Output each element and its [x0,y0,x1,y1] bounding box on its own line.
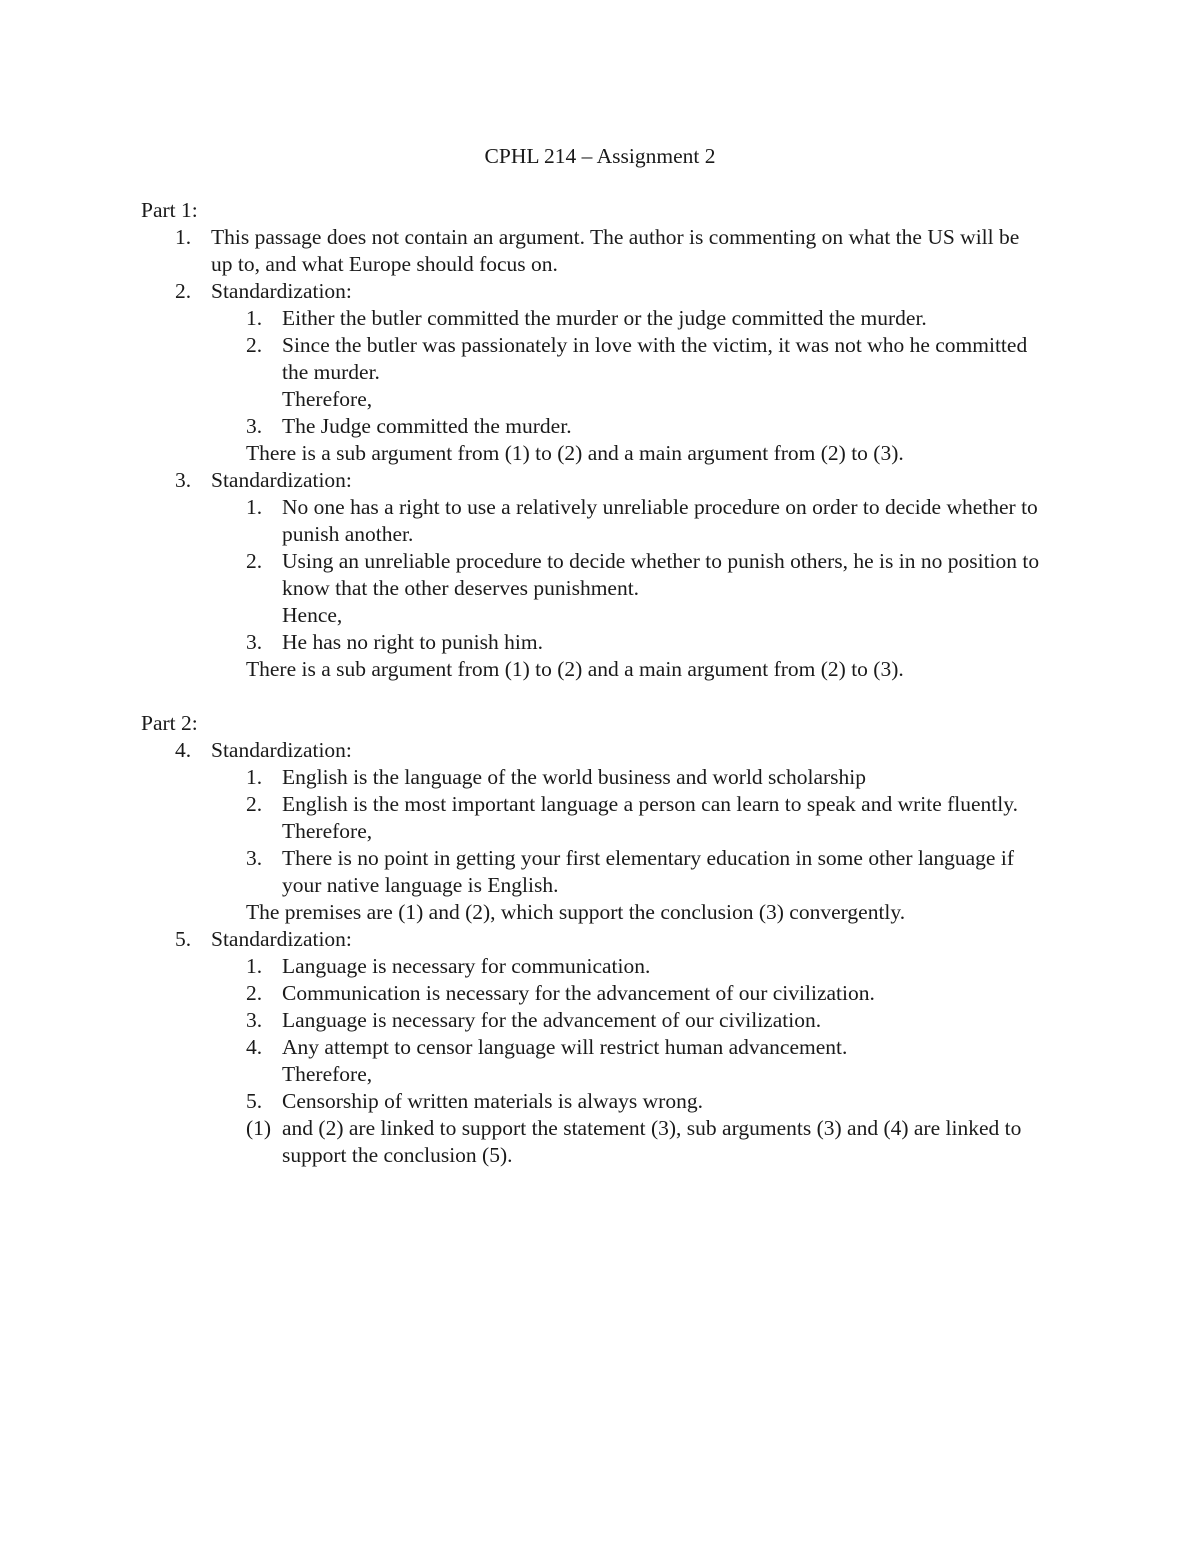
item-number: 1. [246,495,263,519]
question-text: This passage does not contain an argument. The author is commenting on what the US will be up to, and what Europe should focus on. [211,225,1020,276]
item-number: 3. [246,1008,263,1032]
list-item [141,548,1041,602]
item-number: 1. [246,954,263,978]
note-text: and (2) are linked to support the statement (3), sub arguments (3) and (4) are linked to support the conclusion (5). [282,1116,1022,1167]
part-1-heading: Part 1: [141,198,198,222]
item-text: No one has a right to use a relatively unreliable procedure on order to decide whether to punish another. [282,495,1038,546]
list-item [141,305,1041,332]
list-item [141,791,1041,818]
question-2 [141,278,1041,305]
item-number: 3. [246,846,263,870]
analysis-note: The premises are (1) and (2), which support the conclusion (3) convergently. [246,900,906,924]
item-number: 1. [246,765,263,789]
question-3 [141,467,1041,494]
item-number: 2. [246,792,263,816]
item-number: 4. [246,1035,263,1059]
note-number: (1) [246,1116,272,1140]
item-number: 3. [246,414,263,438]
item-text: Communication is necessary for the advancement of our civilization. [282,981,875,1005]
list-item [141,980,1041,1007]
question-number: 2. [175,279,192,303]
question-number: 1. [175,225,192,249]
list-item [141,413,1041,440]
question-number: 4. [175,738,192,762]
standardization-label: Standardization: [211,279,352,303]
item-text: Using an unreliable procedure to decide whether to punish others, he is in no position to know that the other deserves punishment. [282,549,1040,600]
item-number: 2. [246,333,263,357]
list-item [141,953,1041,980]
item-text: Language is necessary for the advancement of our civilization. [282,1008,822,1032]
connector-text: Therefore, [282,819,373,843]
question-number: 3. [175,468,192,492]
item-text: The Judge committed the murder. [282,414,572,438]
item-text: There is no point in getting your first elementary education in some other language if your native language is English. [282,846,1014,897]
connector-text: Therefore, [282,1062,373,1086]
item-text: Since the butler was passionately in love with the victim, it was not who he committed the murder. [282,333,1028,384]
standardization-label: Standardization: [211,468,352,492]
item-text: Language is necessary for communication. [282,954,651,978]
document-body [141,197,1041,1169]
question-number: 5. [175,927,192,951]
list-item [141,629,1041,656]
list-item [141,1034,1041,1061]
analysis-note [141,1115,1041,1169]
item-number: 5. [246,1089,263,1113]
item-number: 2. [246,549,263,573]
item-text: English is the most important language a person can learn to speak and write fluently. [282,792,1018,816]
analysis-note: There is a sub argument from (1) to (2) and a main argument from (2) to (3). [246,657,904,681]
standardization-label: Standardization: [211,738,352,762]
item-number: 2. [246,981,263,1005]
connector-text: Hence, [282,603,343,627]
item-text: English is the language of the world business and world scholarship [282,765,866,789]
page-title: CPHL 214 – Assignment 2 [484,144,716,168]
item-text: Any attempt to censor language will restrict human advancement. [282,1035,848,1059]
standardization-label: Standardization: [211,927,352,951]
list-item [141,332,1041,386]
list-item [141,845,1041,899]
question-1 [141,224,1041,278]
connector-text: Therefore, [282,387,373,411]
item-number: 1. [246,306,263,330]
item-text: He has no right to punish him. [282,630,543,654]
item-text: Either the butler committed the murder or the judge committed the murder. [282,306,927,330]
list-item [141,1007,1041,1034]
list-item [141,494,1041,548]
part-2-heading: Part 2: [141,711,198,735]
list-item [141,764,1041,791]
item-number: 3. [246,630,263,654]
question-5 [141,926,1041,953]
analysis-note: There is a sub argument from (1) to (2) and a main argument from (2) to (3). [246,441,904,465]
list-item [141,1088,1041,1115]
item-text: Censorship of written materials is always wrong. [282,1089,703,1113]
question-4 [141,737,1041,764]
spacer [141,683,1041,710]
